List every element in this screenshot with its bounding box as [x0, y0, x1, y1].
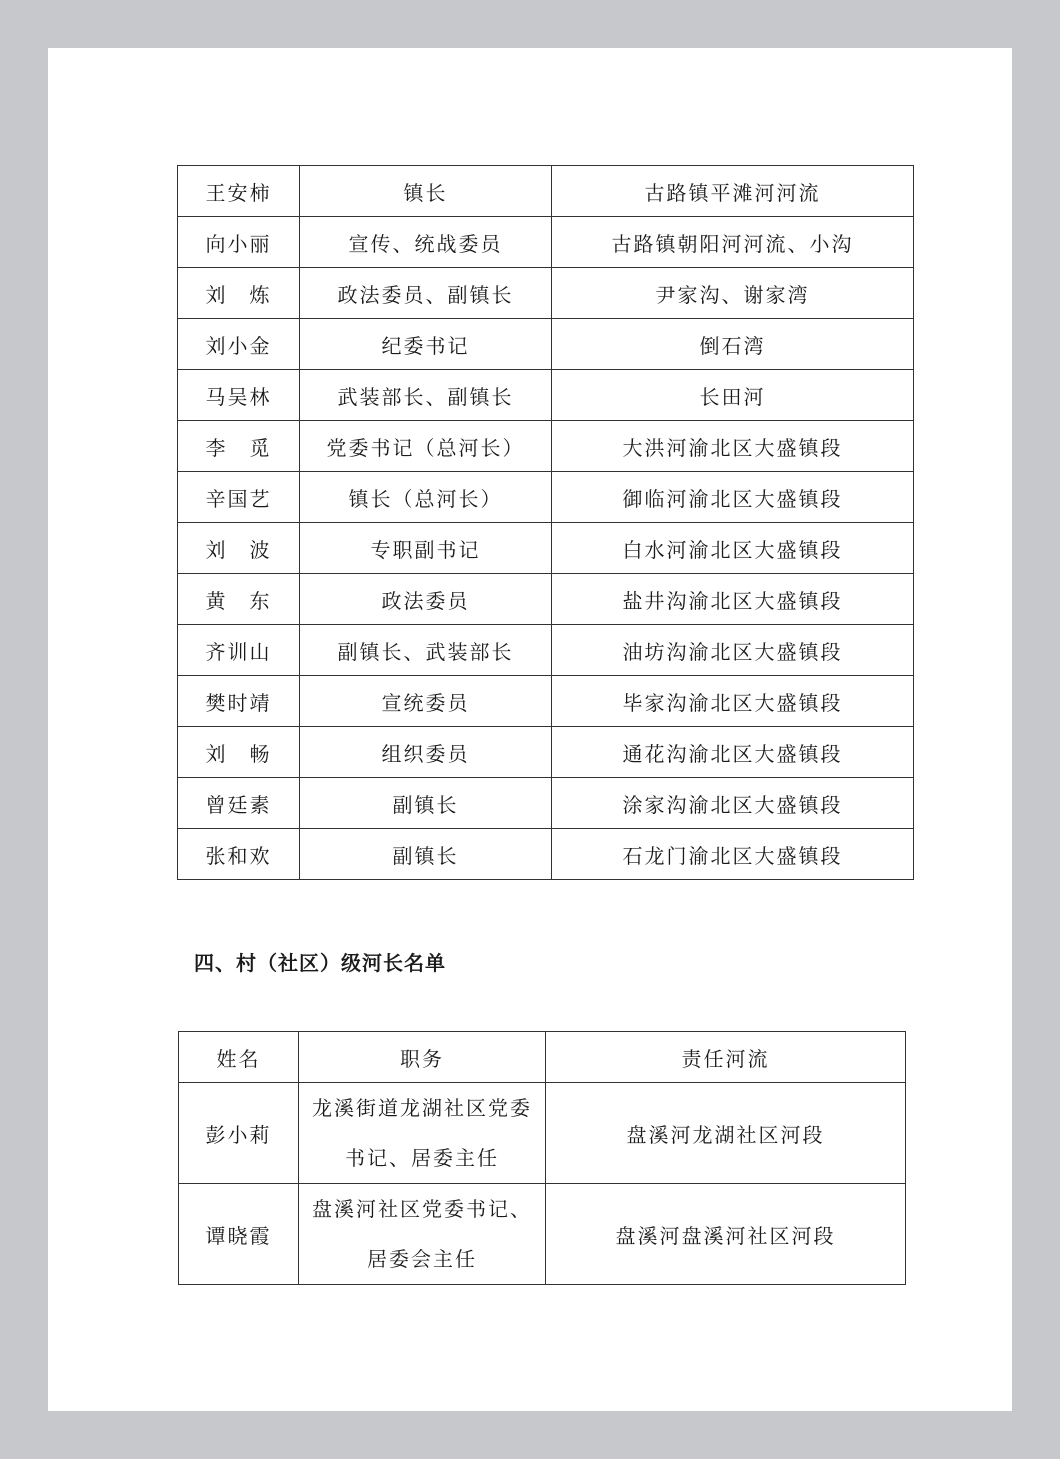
village-river-chief-table-body	[179, 1032, 906, 1285]
table-row	[178, 319, 914, 370]
position-line: 居委会主任	[367, 1247, 477, 1271]
table-row	[178, 472, 914, 523]
name-cell: 向小丽	[178, 217, 300, 268]
table-header-row	[179, 1032, 906, 1083]
table-row	[178, 778, 914, 829]
table-row	[178, 727, 914, 778]
position-cell: 镇长（总河长）	[300, 472, 552, 523]
position-cell: 专职副书记	[300, 523, 552, 574]
name-cell: 刘 畅	[178, 727, 300, 778]
position-cell: 纪委书记	[300, 319, 552, 370]
header-river: 责任河流	[546, 1032, 906, 1083]
table-row	[178, 421, 914, 472]
name-cell: 辛国艺	[178, 472, 300, 523]
town-river-chief-table	[177, 165, 914, 880]
name-cell: 曾廷素	[178, 778, 300, 829]
table-row	[178, 268, 914, 319]
header-name: 姓名	[179, 1032, 299, 1083]
position-cell: 政法委员	[300, 574, 552, 625]
table-row	[179, 1184, 906, 1285]
river-cell: 盐井沟渝北区大盛镇段	[552, 574, 914, 625]
position-cell: 组织委员	[300, 727, 552, 778]
document-page	[48, 48, 1012, 1411]
position-line: 盘溪河社区党委书记、	[312, 1197, 532, 1221]
position-cell: 武装部长、副镇长	[300, 370, 552, 421]
position-line: 龙溪街道龙湖社区党委	[312, 1096, 532, 1120]
table-row	[178, 217, 914, 268]
table-row	[178, 676, 914, 727]
position-cell	[299, 1083, 546, 1184]
table-row	[178, 166, 914, 217]
table-row	[178, 574, 914, 625]
name-cell: 李 觅	[178, 421, 300, 472]
name-cell: 刘 波	[178, 523, 300, 574]
river-cell: 盘溪河盘溪河社区河段	[546, 1184, 906, 1285]
river-cell: 尹家沟、谢家湾	[552, 268, 914, 319]
name-cell: 谭晓霞	[179, 1184, 299, 1285]
name-cell: 马吴林	[178, 370, 300, 421]
name-cell: 黄 东	[178, 574, 300, 625]
position-cell: 宣统委员	[300, 676, 552, 727]
name-cell: 王安柿	[178, 166, 300, 217]
river-cell: 油坊沟渝北区大盛镇段	[552, 625, 914, 676]
header-position: 职务	[299, 1032, 546, 1083]
name-cell: 樊时靖	[178, 676, 300, 727]
river-cell: 石龙门渝北区大盛镇段	[552, 829, 914, 880]
position-cell: 镇长	[300, 166, 552, 217]
position-cell: 副镇长、武装部长	[300, 625, 552, 676]
position-cell: 宣传、统战委员	[300, 217, 552, 268]
name-cell: 彭小莉	[179, 1083, 299, 1184]
position-cell	[299, 1184, 546, 1285]
river-cell: 古路镇朝阳河河流、小沟	[552, 217, 914, 268]
river-cell: 白水河渝北区大盛镇段	[552, 523, 914, 574]
river-cell: 御临河渝北区大盛镇段	[552, 472, 914, 523]
name-cell: 刘 炼	[178, 268, 300, 319]
position-cell: 副镇长	[300, 778, 552, 829]
river-cell: 倒石湾	[552, 319, 914, 370]
river-cell: 毕家沟渝北区大盛镇段	[552, 676, 914, 727]
river-cell: 涂家沟渝北区大盛镇段	[552, 778, 914, 829]
name-cell: 齐训山	[178, 625, 300, 676]
table-row	[178, 829, 914, 880]
position-cell: 党委书记（总河长）	[300, 421, 552, 472]
river-cell: 通花沟渝北区大盛镇段	[552, 727, 914, 778]
name-cell: 张和欢	[178, 829, 300, 880]
position-line: 书记、居委主任	[345, 1146, 499, 1170]
section-heading: 四、村（社区）级河长名单	[194, 951, 446, 975]
position-cell: 副镇长	[300, 829, 552, 880]
name-cell: 刘小金	[178, 319, 300, 370]
table-row	[178, 523, 914, 574]
river-cell: 盘溪河龙湖社区河段	[546, 1083, 906, 1184]
town-river-chief-table-body	[178, 166, 914, 880]
river-cell: 古路镇平滩河河流	[552, 166, 914, 217]
river-cell: 大洪河渝北区大盛镇段	[552, 421, 914, 472]
village-river-chief-table	[178, 1031, 906, 1285]
table-row	[179, 1083, 906, 1184]
table-row	[178, 370, 914, 421]
river-cell: 长田河	[552, 370, 914, 421]
table-row	[178, 625, 914, 676]
position-cell: 政法委员、副镇长	[300, 268, 552, 319]
